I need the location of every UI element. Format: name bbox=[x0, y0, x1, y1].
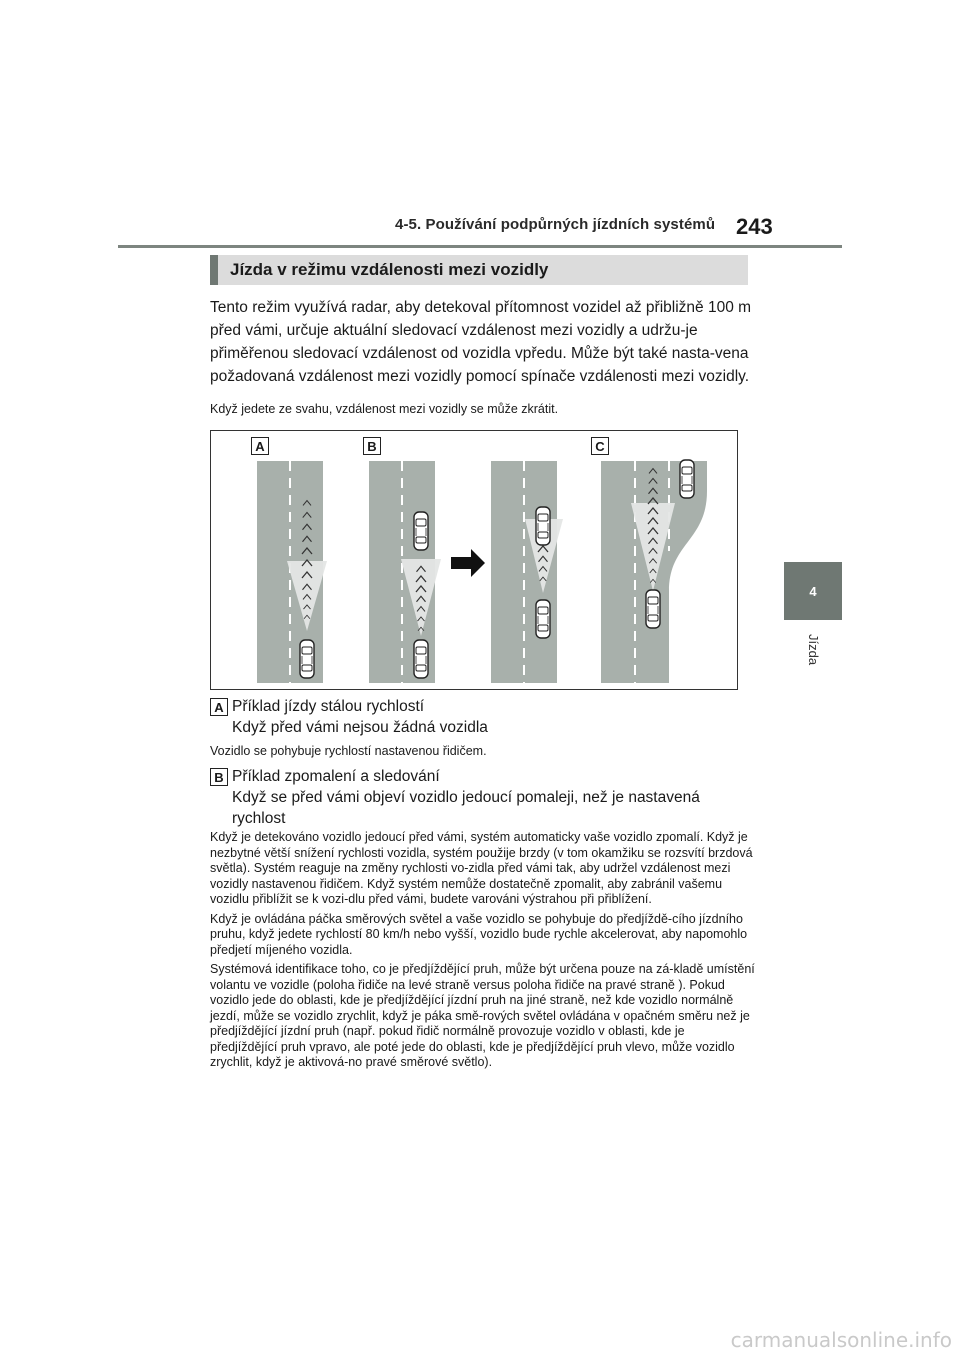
header-rule bbox=[118, 245, 842, 248]
item-a-text bbox=[232, 696, 752, 738]
chapter-tab-label: Jízda bbox=[806, 634, 821, 666]
distance-mode-figure bbox=[210, 430, 738, 690]
watermark: carmanualsonline.info bbox=[730, 1328, 952, 1352]
chapter-header: 4-5. Používání podpůrných jízdních systémů bbox=[395, 216, 716, 233]
sequence-arrow bbox=[451, 549, 485, 577]
item-a-note: Vozidlo se pohybuje rychlostí nastavenou řidičem. bbox=[210, 744, 487, 758]
item-b-paragraph: Systémová identifikace toho, co je předjíždějící pruh, může být určena pouze na zá-kladě umístění volantu ve vozidle (poloha řidiče na levé straně versus poloha řidiče na pravé straně ). Pokud vozidlo jede do oblasti, kde je předjíždějící jízdní pruh na jiné straně, než kde vozidlo normálně jezdí, může se vozidlo zrychlit, když je páka smě-rových světel ovládána v opačném směru než je předjíždějící jízdní pruh (např. pokud řidič normálně provozuje vozidlo v oblasti, kde je předjíždějící pruh vpravo, ale poté jede do oblasti, kde je předjíždějící pruh vlevo, může vozidlo zrychlit, když je aktivová-no pravé směrové světlo). bbox=[210, 962, 755, 1069]
item-b-title: Příklad zpomalení a sledování bbox=[232, 768, 440, 785]
road-b bbox=[369, 461, 441, 683]
item-b-paragraph: Když je detekováno vozidlo jedoucí před vámi, systém automaticky vaše vozidlo zpomalí. Když je nezbytné větší snížení rychlosti vozidla, systém použije brzdy (v tom okamžiku se rozsvítí brzdová světla). Systém reaguje na změny rychlosti vo-zidla před vámi tak, aby udržel vzdálenost mezi vozidly nastavenou řidičem. Když systém nemůže dostatečně zpomalit, aby zabránil vašemu vozidlu přiblížit se k vozi-dlu před vámi, budete varováni výstrahou při přiblížení. bbox=[210, 830, 753, 906]
section-title: Jízda v režimu vzdálenosti mezi vozidly bbox=[230, 260, 549, 279]
chapter-tab[interactable]: 4 bbox=[784, 562, 842, 620]
section-title-bar bbox=[210, 255, 748, 285]
item-a-subtitle: Když před vámi nejsou žádná vozidla bbox=[232, 719, 488, 736]
figure-label-a: A bbox=[251, 437, 269, 455]
item-b-paragraphs bbox=[210, 830, 755, 1075]
road-c bbox=[601, 460, 707, 683]
figure-label-c: C bbox=[591, 437, 609, 455]
figure-label-b: B bbox=[363, 437, 381, 455]
page-number: 243 bbox=[736, 214, 773, 239]
intro-text: Tento režim využívá radar, aby detekoval přítomnost vozidel až přibližně 100 m před vámi, určuje aktuální sledovací vzdálenost mezi vozidly a udržu-je přiměřenou sledovací vzdálenost od vozidla vpředu. Může být také nasta-vena požadovaná vzdálenost mezi vozidly pomocí spínače vzdálenosti mezi vozidly. bbox=[210, 299, 752, 385]
item-b-mark: B bbox=[210, 768, 228, 786]
road-a bbox=[257, 461, 327, 683]
figure-drawing bbox=[211, 431, 739, 691]
item-b-subtitle: Když se před vámi objeví vozidlo jedoucí pomaleji, než je nastavená rychlost bbox=[232, 789, 700, 827]
item-a-mark: A bbox=[210, 698, 228, 716]
item-b-paragraph: Když je ovládána páčka směrových světel a vaše vozidlo se pohybuje do předjíždě-cího jízdního pruhu, když jedete rychlostí 80 km/h nebo vyšší, vozidlo bude rychle akcelerovat, aby napomohlo předjetí míjeného vozidla. bbox=[210, 911, 748, 957]
road-b-after bbox=[491, 461, 563, 683]
slope-note: Když jedete ze svahu, vzdálenost mezi vozidly se může zkrátit. bbox=[210, 402, 559, 416]
item-b-text bbox=[232, 766, 752, 829]
item-a-title: Příklad jízdy stálou rychlostí bbox=[232, 698, 425, 715]
